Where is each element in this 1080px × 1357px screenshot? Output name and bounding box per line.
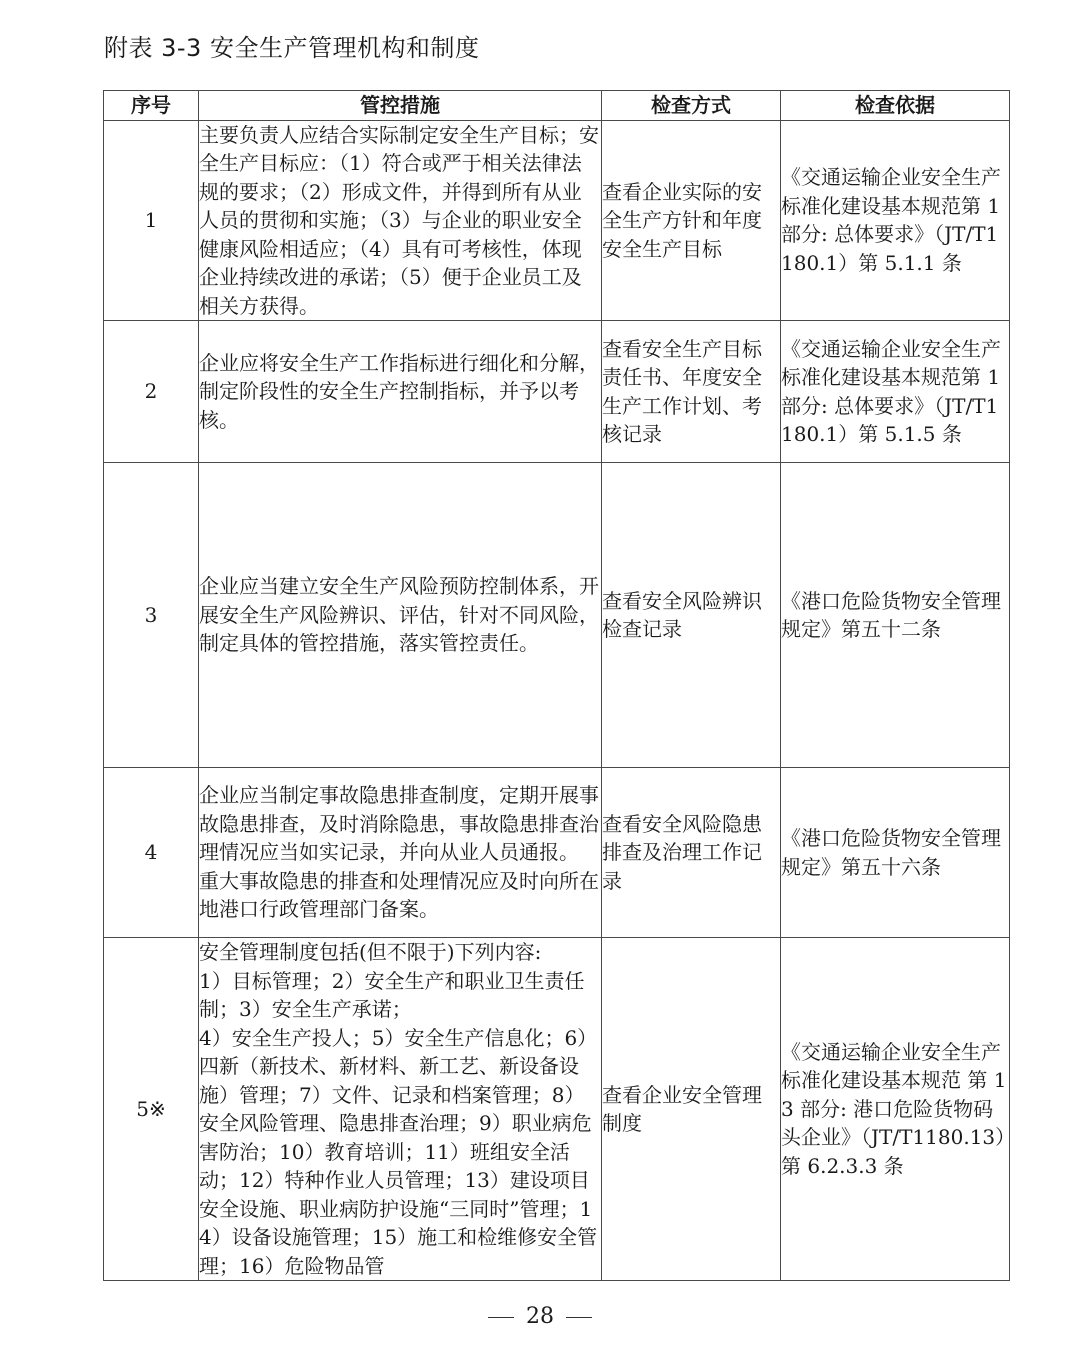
row-inspection-method-text: 查看安全风险隐患排查及治理工作记录 xyxy=(602,811,762,893)
row-control-measure xyxy=(199,938,602,1281)
row-control-measure xyxy=(199,463,602,768)
page-number: 28 xyxy=(526,1304,554,1329)
row-control-measure-text: 安全管理制度包括(但不限于)下列内容: 1）目标管理；2）安全生产和职业卫生责任制；3）安全生产承诺； 4）安全生产投人；5）安全生产信息化；6）四新（新技术、新材料、新工艺、新设备设施）管理；7）文件、记录和档案管理；8）安全风险管理、隐患排查治理；9）职业病危害防治；10）教育培训；11）班组安全活动；12）特种作业人员管理；13）建设项目安全设施、职业病防护设施“三同时”管理；14）设备设施管理；15）施工和检维修安全管理；16）危险物品管 xyxy=(199,940,598,1278)
row-control-measure xyxy=(199,321,602,463)
header-inspection-method: 检查方式 xyxy=(602,91,781,121)
row-control-measure xyxy=(199,768,602,938)
row-serial-no: 5※ xyxy=(104,938,199,1281)
table-header-row xyxy=(104,91,1010,121)
row-serial-no: 1 xyxy=(104,120,199,321)
row-control-measure-text: 企业应当建立安全生产风险预防控制体系，开展安全生产风险辨识、评估，针对不同风险，制定具体的管控措施，落实管控责任。 xyxy=(199,574,599,656)
row-inspection-method-text: 查看企业安全管理制度 xyxy=(602,1082,762,1135)
header-inspection-basis: 检查依据 xyxy=(781,91,1010,121)
row-inspection-basis-text: 《港口危险货物安全管理规定》第五十二条 xyxy=(781,588,1001,641)
row-inspection-basis-text: 《交通运输企业安全生产标准化建设基本规范第 1 部分: 总体要求》（JT/T1180.1）第 5.1.1 条 xyxy=(781,165,1001,275)
row-inspection-basis-text: 《交通运输企业安全生产标准化建设基本规范 第 13 部分: 港口危险货物码头企业》（JT/T1180.13）第 6.2.3.3 条 xyxy=(781,1039,1007,1178)
row-inspection-method xyxy=(602,938,781,1281)
row-inspection-basis xyxy=(781,321,1010,463)
row-inspection-basis xyxy=(781,463,1010,768)
table-row xyxy=(104,768,1010,938)
row-inspection-method xyxy=(602,463,781,768)
table-row xyxy=(104,120,1010,321)
row-inspection-basis xyxy=(781,120,1010,321)
row-control-measure xyxy=(199,120,602,321)
page-title: 附表 3-3 安全生产管理机构和制度 xyxy=(104,34,480,62)
row-inspection-basis-text: 《交通运输企业安全生产标准化建设基本规范第 1 部分: 总体要求》（JT/T1180.1）第 5.1.5 条 xyxy=(781,336,1001,446)
row-serial-no: 2 xyxy=(104,321,199,463)
row-inspection-basis xyxy=(781,938,1010,1281)
row-inspection-method xyxy=(602,321,781,463)
row-inspection-method-text: 查看安全生产目标责任书、年度安全生产工作计划、考核记录 xyxy=(602,336,762,446)
row-inspection-basis-text: 《港口危险货物安全管理规定》第五十六条 xyxy=(781,826,1001,879)
row-inspection-basis xyxy=(781,768,1010,938)
row-inspection-method xyxy=(602,768,781,938)
safety-management-table xyxy=(103,90,1010,1281)
table-row xyxy=(104,321,1010,463)
row-serial-no: 3 xyxy=(104,463,199,768)
header-serial-no: 序号 xyxy=(104,91,199,121)
table-row xyxy=(104,938,1010,1281)
row-inspection-method-text: 查看安全风险辨识检查记录 xyxy=(602,588,762,641)
row-serial-no: 4 xyxy=(104,768,199,938)
row-inspection-method-text: 查看企业实际的安全生产方针和年度安全生产目标 xyxy=(602,179,762,261)
row-control-measure-text: 企业应将安全生产工作指标进行细化和分解，制定阶段性的安全生产控制指标，并予以考核。 xyxy=(199,350,599,432)
footer-right-dash xyxy=(566,1317,592,1318)
table-row xyxy=(104,463,1010,768)
header-control-measures: 管控措施 xyxy=(199,91,602,121)
row-inspection-method xyxy=(602,120,781,321)
row-control-measure-text: 主要负责人应结合实际制定安全生产目标；安全生产目标应：（1）符合或严于相关法律法规的要求；（2）形成文件，并得到所有从业人员的贯彻和实施；（3）与企业的职业安全健康风险相适应；（4）具有可考核性，体现企业持续改进的承诺；（5）便于企业员工及相关方获得。 xyxy=(199,122,599,318)
page-footer xyxy=(0,1304,1080,1329)
footer-left-dash xyxy=(488,1317,514,1318)
row-control-measure-text: 企业应当制定事故隐患排查制度，定期开展事故隐患排查，及时消除隐患，事故隐患排查治理情况应当如实记录，并向从业人员通报。 重大事故隐患的排查和处理情况应及时向所在地港口行政管理部门备案。 xyxy=(199,783,599,922)
